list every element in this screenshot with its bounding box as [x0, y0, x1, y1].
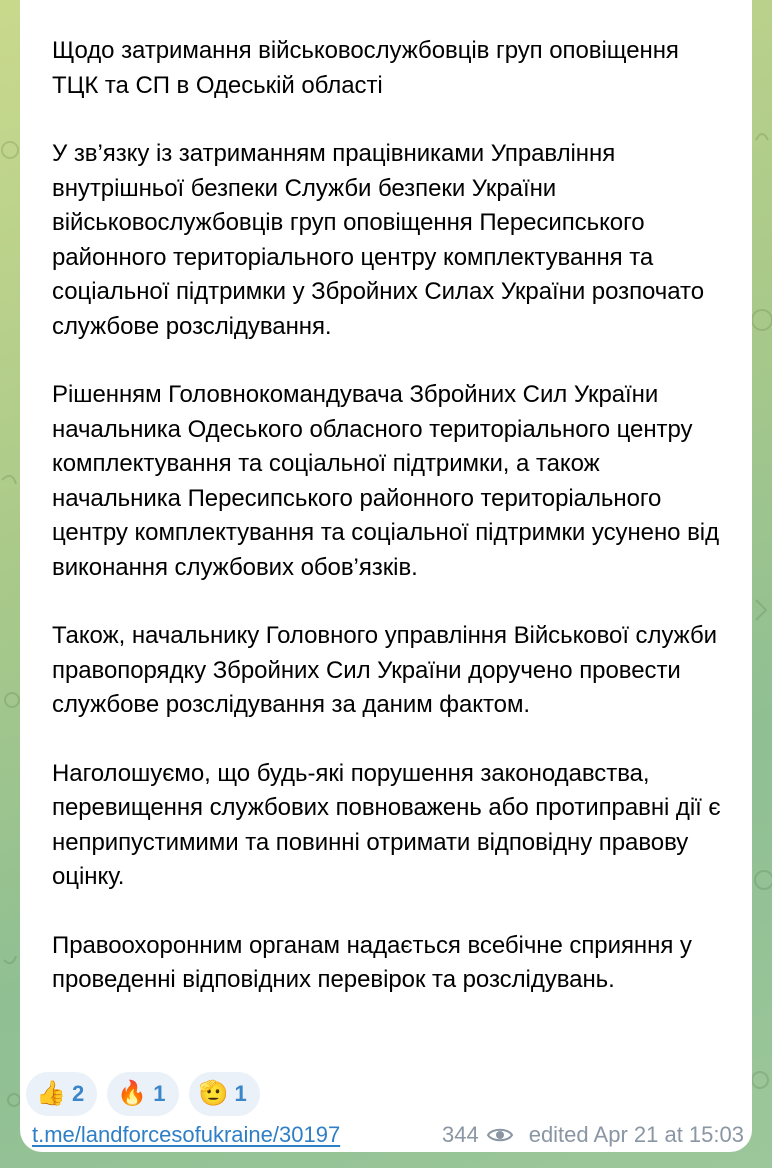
- message-paragraph: У зв’язку із затриманням працівниками Управління внутрішньої безпеки Служби безпеки України військовослужбовців груп оповіщення Пересипського районного територіального центру комплектування та соціальної підтримки у Збройних Силах України розпочато службове розслідування.: [52, 140, 704, 340]
- reaction-fire[interactable]: [107, 1072, 178, 1116]
- message-footer: [32, 1122, 744, 1148]
- post-link[interactable]: t.me/landforcesofukraine/30197: [32, 1122, 341, 1147]
- message-paragraph: Рішенням Головнокомандувача Збройних Сил України начальника Одеського обласного територіального центру комплектування та соціальної підтримки, а також начальника Пересипського районного територіального центру комплектування та соціальної підтримки усунено від виконання службових обов’язків.: [52, 381, 720, 581]
- reaction-salute[interactable]: [189, 1072, 260, 1116]
- reaction-count: 1: [234, 1081, 247, 1106]
- fire-icon: 🔥: [117, 1080, 148, 1107]
- salute-icon: 🫡: [198, 1080, 229, 1107]
- reaction-thumbs-up[interactable]: [26, 1072, 97, 1116]
- message-text: [52, 34, 724, 998]
- reaction-count: 2: [72, 1081, 85, 1106]
- message-bubble: [20, 0, 752, 1152]
- reaction-count: 1: [153, 1081, 166, 1106]
- message-title: Щодо затримання військовослужбовців груп оповіщення ТЦК та СП в Одеській області: [52, 37, 679, 99]
- edited-timestamp: edited Apr 21 at 15:03: [528, 1122, 744, 1147]
- message-paragraph: Правоохоронним органам надається всебічне сприяння у проведенні відповідних перевірок та розслідувань.: [52, 931, 692, 993]
- message-meta: [442, 1122, 744, 1148]
- view-count: 344: [441, 1122, 479, 1147]
- thumbs-up-icon: 👍: [36, 1080, 66, 1107]
- message-paragraph: Також, начальнику Головного управління Військової служби правопорядку Збройних Сил України доручено провести службове розслідування за даним фактом.: [52, 622, 718, 718]
- eye-icon: [487, 1126, 513, 1144]
- message-paragraph: Наголошуємо, що будь-які порушення законодавства, перевищення службових повноважень або протиправні дії є неприпустимими та повинні отримати відповідну правову оцінку.: [52, 759, 721, 890]
- reactions-bar: [26, 1072, 260, 1116]
